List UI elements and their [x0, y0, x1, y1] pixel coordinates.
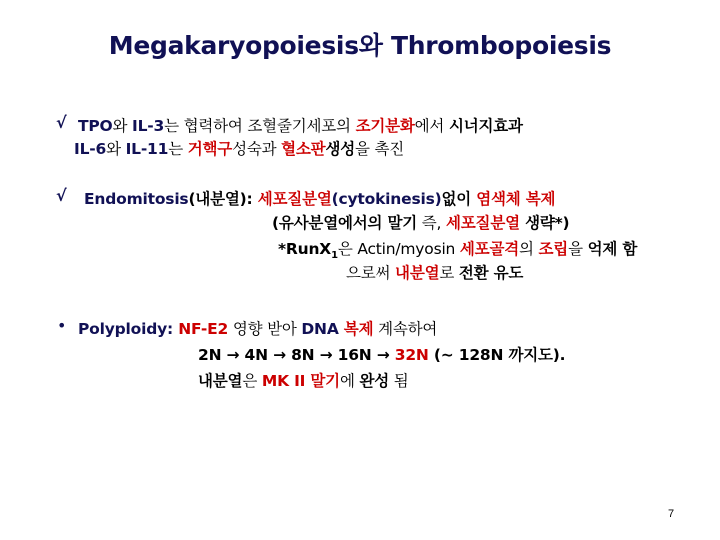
- p1-text: 에서: [414, 117, 449, 135]
- p3-mk2: MK II: [261, 372, 311, 390]
- p2-text: 없이: [441, 190, 477, 208]
- p2-line-3: [278, 237, 637, 261]
- p3-polyploidy: Polyploidy:: [78, 320, 179, 338]
- p1-tpo: TPO: [78, 117, 113, 135]
- p2-text: 로: [439, 264, 459, 282]
- p2-inhibit: 억제 함: [587, 240, 638, 258]
- p3-completion: 완성: [359, 372, 390, 390]
- p3-text: 에: [339, 372, 360, 390]
- p2-text: 생략*): [519, 214, 570, 232]
- p2-line-4: [346, 261, 523, 283]
- p3-line-3: [198, 369, 409, 391]
- p3-line-1: [78, 317, 437, 339]
- p3-text: 영향 받아: [228, 320, 302, 338]
- p3-line-2: [198, 343, 565, 365]
- p2-text: (유사분열에서의: [272, 214, 388, 232]
- p2-assembly: 조립: [538, 240, 569, 258]
- check-bullet-1: √: [56, 113, 67, 132]
- p2-cytokinesis-kr-2: 세포질분열: [446, 214, 520, 232]
- p3-replication: 복제: [338, 320, 374, 338]
- p2-runx1: *RunX$_1$: [278, 240, 338, 262]
- p2-chromosome-dup: 염색체 복제: [476, 190, 556, 208]
- p1-platelet: 혈소판: [281, 140, 326, 158]
- p3-telophase: 말기: [310, 372, 340, 390]
- p3-text: 됨: [389, 372, 409, 390]
- p3-text: 은: [242, 372, 262, 390]
- p2-line-1: [84, 187, 555, 209]
- p2-text: 으로써: [346, 264, 396, 282]
- p2-switch: 전환 유도: [458, 264, 524, 282]
- p1-il6: IL-6: [74, 140, 107, 158]
- p1-early-diff: 조기분화: [355, 117, 415, 135]
- p2-endomitosis: Endomitosis: [84, 190, 189, 208]
- slide-title: Megakaryopoiesis와 Thrombopoiesis: [108, 31, 612, 60]
- p1-text: 는 협력하여 조혈줄기세포의: [164, 117, 356, 135]
- p2-text: 즉,: [417, 214, 447, 232]
- p1-line-2: [74, 137, 404, 159]
- p2-line-2: [272, 211, 569, 233]
- p3-ploidy-sequence: 2N → 4N → 8N → 16N →: [198, 346, 395, 364]
- check-bullet-2: √: [56, 186, 67, 205]
- p3-dna: DNA: [301, 320, 339, 338]
- p1-text: 을 촉진: [355, 140, 405, 158]
- page-number: 7: [668, 508, 675, 520]
- p1-text: 는: [168, 140, 188, 158]
- p2-text: 의: [519, 240, 539, 258]
- p1-il11: IL-11: [125, 140, 169, 158]
- p2-text: 은 Actin/myosin: [337, 240, 460, 258]
- p3-32n: 32N: [394, 346, 429, 364]
- p1-il3: IL-3: [132, 117, 165, 135]
- p2-endomitosis-kr: 내분열: [395, 264, 440, 282]
- p1-megakaryocyte: 거핵구: [187, 140, 233, 158]
- dot-bullet-3: •: [57, 316, 67, 335]
- p1-line-1: [78, 114, 523, 136]
- p1-text: 성숙과: [232, 140, 282, 158]
- p2-text: 을: [568, 240, 588, 258]
- p3-text: 계속하여: [373, 320, 438, 338]
- p1-text: 와: [106, 140, 126, 158]
- p1-synergy: 시너지효과: [448, 117, 523, 135]
- p1-text: 와: [112, 117, 133, 135]
- p3-nfe2: NF-E2: [178, 320, 229, 338]
- p2-text: (내분열):: [188, 190, 258, 208]
- p3-endomitosis-kr: 내분열: [198, 372, 243, 390]
- p3-text: (~ 128N 까지도).: [428, 346, 566, 364]
- p2-telophase: 말기: [387, 214, 418, 232]
- p2-cytokinesis-kr: 세포질분열: [257, 190, 332, 208]
- p2-cytokinesis: (cytokinesis): [331, 190, 442, 208]
- p1-production: 생성: [325, 140, 355, 158]
- p2-cytoskeleton: 세포골격: [459, 240, 519, 258]
